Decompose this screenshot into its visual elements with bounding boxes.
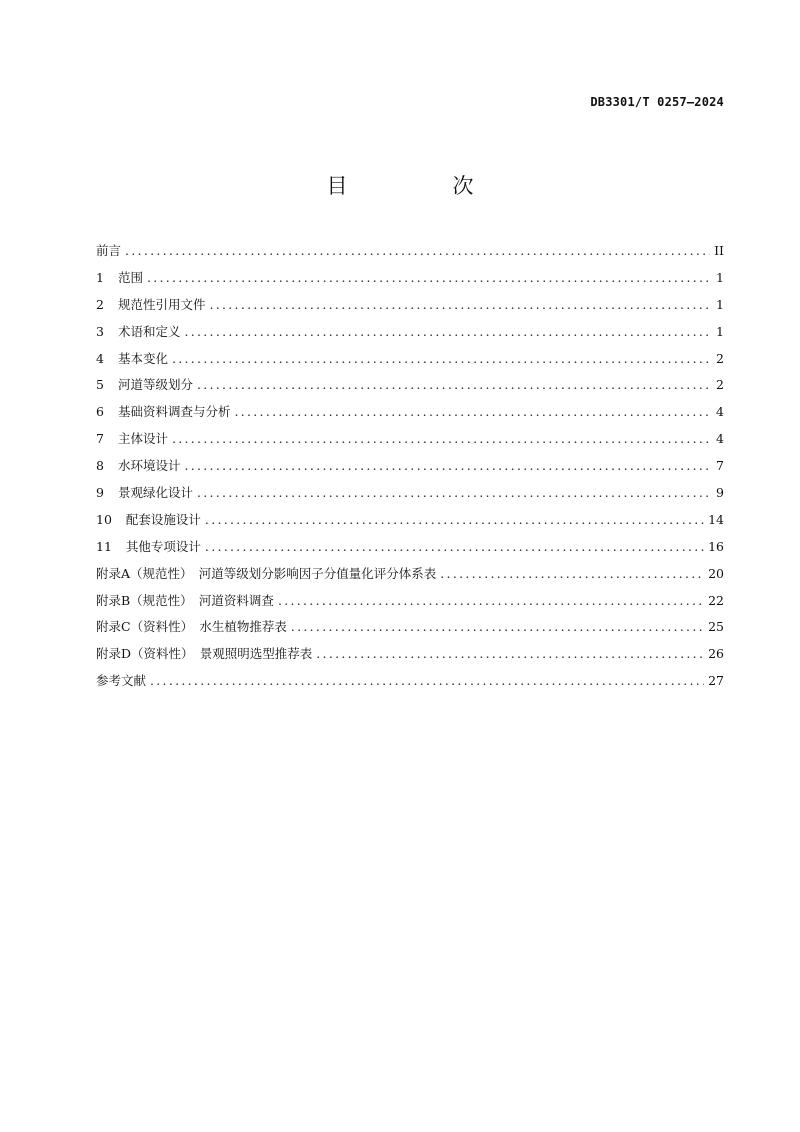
- toc-entry-number: 4: [96, 350, 104, 366]
- toc-dot-leader: [316, 641, 704, 668]
- toc-entry-label: 规范性引用文件: [117, 296, 206, 312]
- toc-entry-label: 前言: [96, 243, 122, 258]
- toc-dot-leader: [234, 399, 710, 426]
- toc-entry-number: 5: [96, 377, 104, 393]
- toc-entry-label: 附录D（资料性） 景观照明选型推荐表: [96, 646, 313, 662]
- toc-entry-number: 6: [96, 404, 104, 420]
- toc-entry-label: 配套设施设计: [125, 511, 201, 527]
- toc-entry-label: 基础资料调查与分析: [117, 404, 231, 420]
- toc-entry-label: 景观绿化设计: [117, 485, 193, 501]
- toc-dot-leader: [440, 561, 704, 588]
- toc-entry-label: 术语和定义: [117, 323, 181, 339]
- toc-entry-label: 基本变化: [117, 350, 168, 366]
- toc-entry-references[interactable]: [96, 668, 724, 695]
- toc-dot-leader: [197, 480, 710, 507]
- toc-list: [96, 238, 724, 695]
- toc-entry-label: 水环境设计: [117, 458, 181, 474]
- toc-entry-9[interactable]: [96, 480, 724, 507]
- toc-entry-page: 25: [708, 619, 724, 635]
- toc-entry-appendix-c[interactable]: [96, 614, 724, 641]
- toc-entry-page: 14: [708, 511, 724, 527]
- toc-entry-label: 附录B（规范性） 河道资料调查: [96, 592, 274, 608]
- toc-entry-page: 4: [716, 431, 724, 447]
- toc-entry-1[interactable]: [96, 265, 724, 292]
- toc-entry-8[interactable]: [96, 453, 724, 480]
- toc-entry-label: 附录C（资料性） 水生植物推荐表: [96, 619, 287, 635]
- toc-entry-page: 2: [716, 377, 724, 393]
- toc-entry-page: 1: [716, 323, 724, 339]
- toc-dot-leader: [184, 319, 710, 346]
- toc-entry-page: 1: [716, 269, 724, 285]
- toc-entry-number: 2: [96, 296, 104, 312]
- toc-entry-label: 其他专项设计: [125, 538, 201, 554]
- toc-entry-page: 2: [716, 350, 724, 366]
- toc-entry-number: 7: [96, 431, 104, 447]
- toc-entry-number: 1: [96, 269, 104, 285]
- toc-entry-page: 1: [716, 296, 724, 312]
- toc-entry-page: 26: [708, 646, 724, 662]
- toc-dot-leader: [172, 346, 710, 373]
- toc-entry-number: 9: [96, 485, 104, 501]
- toc-entry-10[interactable]: [96, 507, 724, 534]
- toc-entry-page: 20: [708, 565, 724, 581]
- toc-dot-leader: [205, 507, 704, 534]
- toc-entry-page: 27: [708, 673, 724, 689]
- toc-dot-leader: [125, 238, 710, 265]
- toc-entry-number: 11: [96, 538, 112, 554]
- document-code: DB3301/T 0257—2024: [590, 95, 724, 109]
- toc-entry-page: 4: [716, 404, 724, 420]
- toc-entry-11[interactable]: [96, 534, 724, 561]
- toc-entry-page: 16: [708, 538, 724, 554]
- toc-entry-6[interactable]: [96, 399, 724, 426]
- toc-title: 目 次: [326, 174, 516, 198]
- toc-entry-number: 10: [96, 511, 112, 527]
- toc-dot-leader: [184, 453, 710, 480]
- toc-entry-label: 范围: [117, 269, 143, 285]
- toc-entry-7[interactable]: [96, 426, 724, 453]
- toc-entry-appendix-b[interactable]: [96, 588, 724, 615]
- toc-entry-appendix-d[interactable]: [96, 641, 724, 668]
- toc-dot-leader: [278, 588, 704, 615]
- toc-entry-5[interactable]: [96, 372, 724, 399]
- toc-dot-leader: [205, 534, 704, 561]
- toc-entry-label: 河道等级划分: [117, 377, 193, 393]
- toc-entry-label: 参考文献: [96, 673, 147, 689]
- toc-dot-leader: [147, 265, 710, 292]
- toc-entry-preface[interactable]: [96, 238, 724, 265]
- toc-entry-3[interactable]: [96, 319, 724, 346]
- toc-entry-page: 9: [716, 485, 724, 501]
- toc-dot-leader: [172, 426, 710, 453]
- toc-dot-leader: [209, 292, 710, 319]
- toc-entry-label: 主体设计: [117, 431, 168, 447]
- toc-entry-2[interactable]: [96, 292, 724, 319]
- toc-entry-page: II: [714, 243, 724, 258]
- toc-entry-label: 附录A（规范性） 河道等级划分影响因子分值量化评分体系表: [96, 565, 437, 581]
- toc-entry-number: 3: [96, 323, 104, 339]
- toc-dot-leader: [291, 614, 704, 641]
- toc-dot-leader: [197, 372, 710, 399]
- toc-entry-4[interactable]: [96, 346, 724, 373]
- toc-entry-number: 8: [96, 458, 104, 474]
- toc-entry-page: 22: [708, 592, 724, 608]
- toc-entry-page: 7: [716, 458, 724, 474]
- toc-dot-leader: [150, 668, 704, 695]
- toc-entry-appendix-a[interactable]: [96, 561, 724, 588]
